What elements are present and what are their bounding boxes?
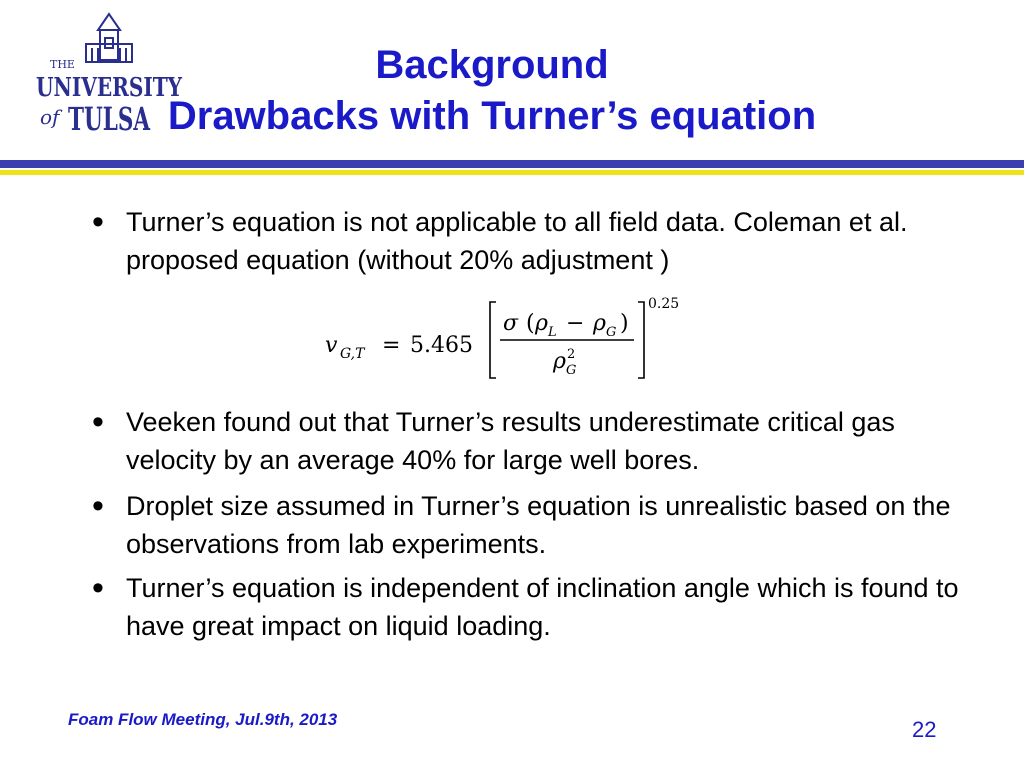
- svg-text:G: G: [566, 363, 577, 378]
- header-divider-blue: [0, 160, 1024, 168]
- bullet-dot-icon: •: [92, 403, 104, 441]
- svg-text:UNIVERSITY: UNIVERSITY: [36, 73, 183, 103]
- svg-text:G: G: [606, 325, 617, 340]
- bullet-item: [92, 569, 982, 645]
- slide-title: Background: [375, 43, 609, 87]
- svg-text:−: −: [566, 311, 585, 336]
- page-number: 22: [912, 717, 937, 742]
- svg-text:(: (: [526, 311, 535, 336]
- svg-text:ρ: ρ: [535, 311, 548, 336]
- svg-text:2: 2: [567, 347, 576, 362]
- bullet-text: Turner’s equation is not applicable to all field data. Coleman et al. proposed equation (without 20% adjustment ): [126, 207, 908, 275]
- bullet-text: Droplet size assumed in Turner’s equation is unrealistic based on the observations from lab experiments.: [126, 491, 951, 559]
- svg-text:G,T: G,T: [340, 346, 365, 362]
- header-divider-gold: [0, 170, 1024, 175]
- bullet-text: Veeken found out that Turner’s results underestimate critical gas velocity by an average 40% for large well bores.: [126, 407, 895, 475]
- svg-text:=: =: [382, 333, 401, 358]
- svg-text:ρ: ρ: [593, 311, 606, 336]
- svg-text:TULSA: TULSA: [68, 100, 151, 138]
- bullet-item: [92, 403, 982, 479]
- svg-text:): ): [620, 311, 629, 336]
- svg-text:ρ: ρ: [553, 349, 566, 374]
- svg-text:THE: THE: [50, 58, 75, 71]
- bullet-dot-icon: •: [92, 203, 104, 241]
- bullet-item: [92, 487, 982, 563]
- svg-text:σ: σ: [503, 311, 519, 336]
- bullet-text: Turner’s equation is independent of inclination angle which is found to have great impact on liquid loading.: [126, 573, 959, 641]
- coleman-equation: [300, 290, 720, 390]
- bullet-dot-icon: •: [92, 569, 104, 607]
- svg-text:v: v: [325, 333, 338, 358]
- svg-text:5.465: 5.465: [410, 333, 473, 358]
- bullet-dot-icon: •: [92, 487, 104, 525]
- bullet-item: [92, 203, 982, 279]
- slide-subtitle: Drawbacks with Turner’s equation: [167, 94, 817, 138]
- footer-meeting-label: Foam Flow Meeting, Jul.9th, 2013: [68, 710, 338, 729]
- svg-text:L: L: [548, 325, 557, 340]
- svg-text:0.25: 0.25: [648, 296, 680, 312]
- svg-text:of: of: [40, 105, 60, 129]
